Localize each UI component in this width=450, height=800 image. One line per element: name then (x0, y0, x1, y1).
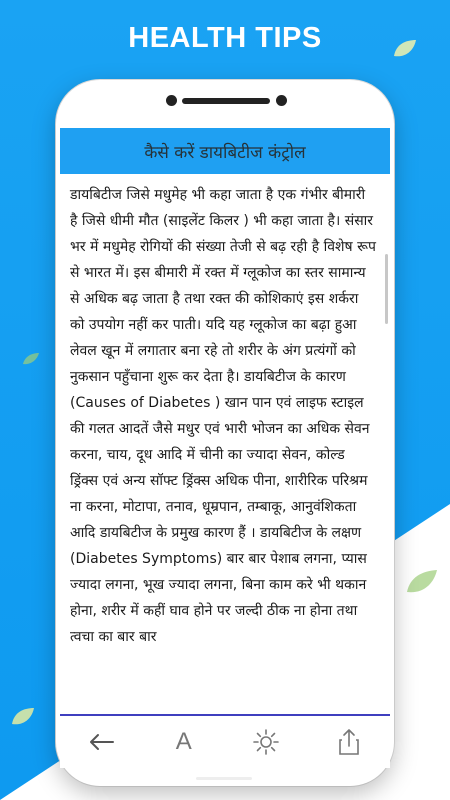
leaf-decoration (405, 568, 439, 596)
article-text: डायबिटीज जिसे मधुमेह भी कहा जाता है एक गंभीर बीमारी है जिसे धीमी मौत (साइलेंट किलर ) भी कहा जाता है। संसार भर में मधुमेह रोगियों की संख्या तेजी से बढ़ रही है विशेष रूप से भारत में। इस बीमारी में रक्त में ग्लूकोज का स्तर सामान्य से अधिक बढ़ जाता है तथा रक्त की कोशिकाएं इस शर्करा को उपयोग नहीं कर पाती। यदि यह ग्लूकोज का बढ़ा हुआ लेवल खून में लगातार बना रहे तो शरीर के अंग प्रत्यंगों को नुकसान पहुँचाना शुरू कर देता है। डायबिटीज के कारण (Causes of Diabetes ) खान पान एवं लाइफ स्टाइल की गलत आदतें जैसे मधुर एवं भारी भोजन का अधिक सेवन करना, चाय, दूध आदि में चीनी का ज्यादा सेवन, कोल्ड ड्रिंक्स एवं अन्य सॉफ्ट ड्रिंक्स अधिक पीना, शारीरिक परिश्रम ना करना, मोटापा, तनाव, धूम्रपान, तम्बाकू, आनुवंशिकता आदि डायबिटीज के प्रमुख कारण हैं । डायबिटीज के लक्षण (Diabetes Symptoms) बार बार पेशाब लगना, प्यास ज्यादा लगना, भूख ज्यादा लगना, बिना काम करे भी थकान होना, शरीर में कहीं घाव होने पर जल्दी ठीक ना होना तथा त्वचा का बार बार (70, 187, 376, 645)
sun-icon (252, 728, 280, 756)
camera-dot (166, 95, 177, 106)
brightness-button[interactable] (242, 722, 290, 762)
leaf-decoration (392, 38, 418, 60)
scrollbar[interactable] (385, 254, 388, 324)
sensor-dot (276, 95, 287, 106)
font-size-label: A (175, 728, 192, 755)
share-button[interactable] (325, 722, 373, 762)
arrow-left-icon (87, 732, 115, 752)
font-size-button[interactable] (160, 722, 208, 762)
app-title: कैसे करें डायबिटीज कंट्रोल (144, 142, 306, 163)
app-bar (60, 128, 390, 174)
article-scroll-area[interactable] (60, 174, 390, 716)
speaker-grille (182, 98, 270, 104)
bottom-toolbar (60, 714, 390, 768)
promo-headline: HEALTH TIPS (128, 22, 322, 54)
leaf-decoration (22, 352, 40, 366)
phone-mockup (56, 80, 394, 786)
share-icon (338, 728, 360, 756)
phone-home-indicator (196, 777, 252, 780)
app-screen (60, 128, 390, 768)
back-button[interactable] (77, 722, 125, 762)
leaf-decoration (10, 706, 36, 728)
